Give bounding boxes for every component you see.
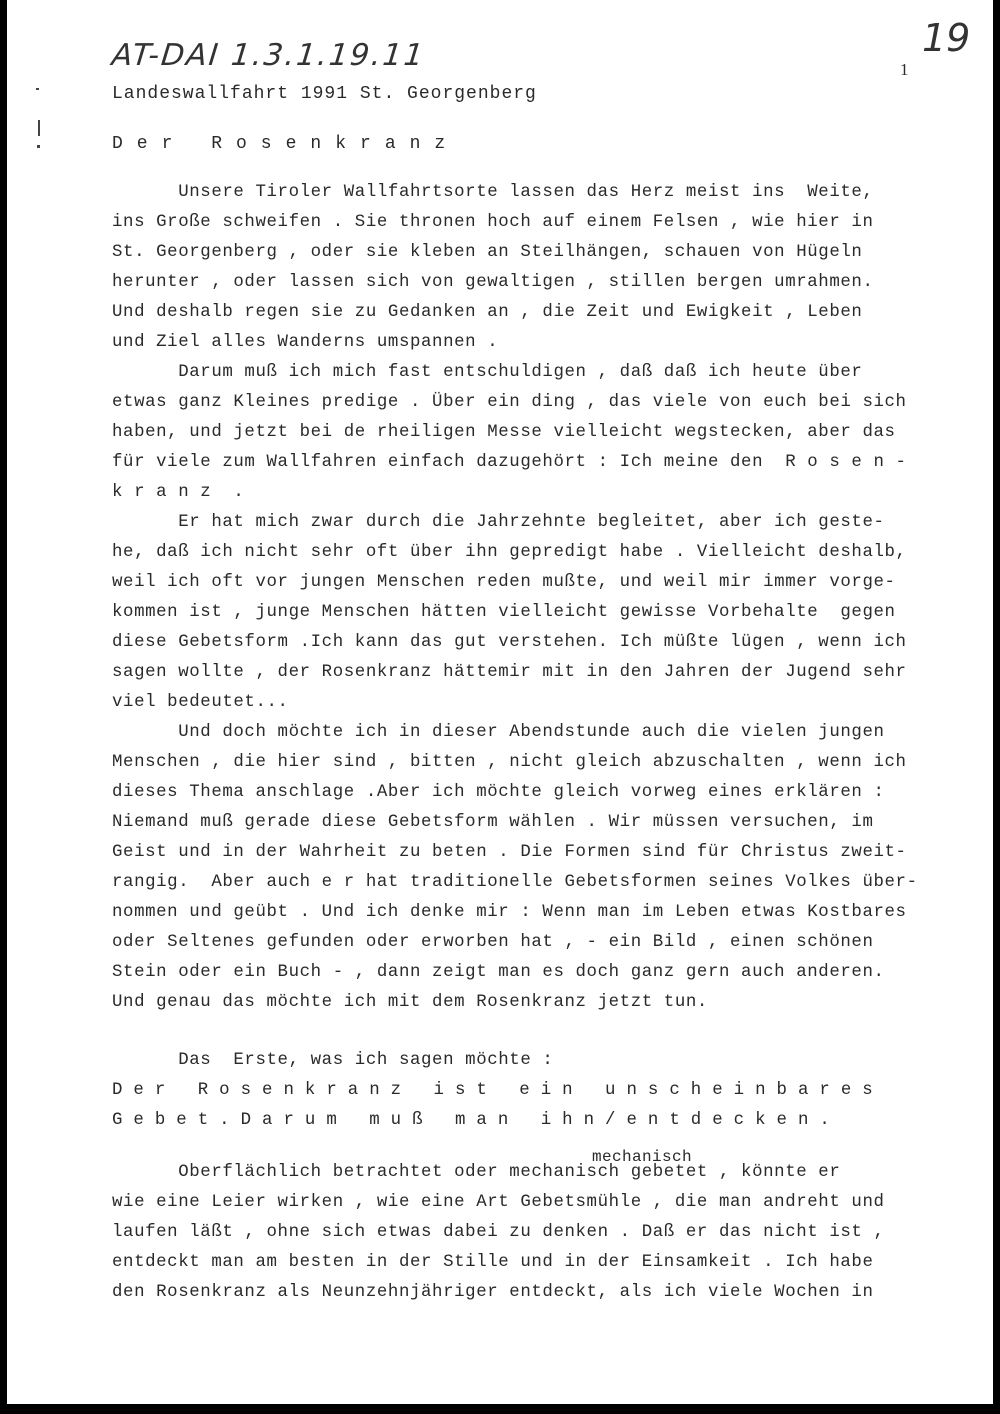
- text-line: dieses Thema anschlage .Aber ich möchte gleich vorweg eines erklären :: [112, 783, 885, 802]
- archive-signature-handwritten: AT-DAI 1.3.1.19.11: [110, 38, 427, 73]
- text-line: Stein oder ein Buch - , dann zeigt man es doch ganz gern auch anderen.: [112, 963, 885, 982]
- paragraph-gap: [112, 1136, 992, 1158]
- text-line: Unsere Tiroler Wallfahrtsorte lassen das Herz meist ins Weite,: [112, 183, 874, 202]
- section-intro: Das Erste, was ich sagen möchte :: [112, 1051, 554, 1070]
- text-line: nommen und geübt . Und ich denke mir : Wenn man im Leben etwas Kostbares: [112, 903, 907, 922]
- text-line: laufen läßt , ohne sich etwas dabei zu denken . Daß er das nicht ist ,: [112, 1223, 885, 1242]
- text-line: für viele zum Wallfahren einfach dazugehört : Ich meine den R o s e n -: [112, 453, 907, 472]
- text-line: weil ich oft vor jungen Menschen reden mußte, und weil mir immer vorge-: [112, 573, 896, 592]
- text-line: rangig. Aber auch e r hat traditionelle Gebetsformen seines Volkes über-: [112, 873, 918, 892]
- text-line: diese Gebetsform .Ich kann das gut verstehen. Ich müßte lügen , wenn ich: [112, 633, 907, 652]
- margin-mark: [37, 145, 40, 148]
- section-heading: Der Rosenkranz ist ein unscheinbares: [112, 1081, 884, 1100]
- text-line: etwas ganz Kleines predige . Über ein ding , das viele von euch bei sich: [112, 393, 907, 412]
- paragraph-gap: [112, 1018, 992, 1046]
- text-line: Geist und in der Wahrheit zu beten . Die Formen sind für Christus zweit-: [112, 843, 907, 862]
- text-line: oder Seltenes gefunden oder erworben hat , - ein Bild , einen schönen: [112, 933, 874, 952]
- text-line: Menschen , die hier sind , bitten , nicht gleich abzuschalten , wenn ich: [112, 753, 907, 772]
- document-title: Der Rosenkranz: [112, 134, 460, 154]
- margin-mark: [38, 120, 40, 136]
- text-line: Und doch möchte ich in dieser Abendstunde auch die vielen jungen: [112, 723, 885, 742]
- text-line: ins Große schweifen . Sie thronen hoch auf einem Felsen , wie hier in: [112, 213, 874, 232]
- text-line: haben, und jetzt bei de rheiligen Messe vielleicht wegstecken, aber das: [112, 423, 896, 442]
- text-line: Oberflächlich betrachtet oder mechanisch gebetet , könnte er: [112, 1163, 841, 1182]
- correction-wrap: [112, 1148, 992, 1188]
- text-line: k r a n z .: [112, 483, 245, 502]
- folio-number-handwritten: 19: [922, 16, 971, 60]
- scan-border-left: [0, 0, 7, 1414]
- text-line: Niemand muß gerade diese Gebetsform wählen . Wir müssen versuchen, im: [112, 813, 874, 832]
- handwritten-insertion: mechanisch: [592, 1148, 693, 1166]
- text-line: wie eine Leier wirken , wie eine Art Gebetsmühle , die man andreht und: [112, 1193, 885, 1212]
- text-line: he, daß ich nicht sehr oft über ihn gepredigt habe . Vielleicht deshalb,: [112, 543, 907, 562]
- sermon-body: [112, 178, 992, 1308]
- page-number: 1: [900, 60, 909, 79]
- section-heading: Gebet.Darum muß man ihn/entdecken.: [112, 1111, 841, 1130]
- text-line: Und genau das möchte ich mit dem Rosenkranz jetzt tun.: [112, 993, 708, 1012]
- text-line: kommen ist , junge Menschen hätten vielleicht gewisse Vorbehalte gegen: [112, 603, 896, 622]
- text-line: Er hat mich zwar durch die Jahrzehnte begleitet, aber ich geste-: [112, 513, 885, 532]
- document-header: Landeswallfahrt 1991 St. Georgenberg: [112, 84, 537, 104]
- text-line: viel bedeutet...: [112, 693, 289, 712]
- text-line: herunter , oder lassen sich von gewaltigen , stillen bergen umrahmen.: [112, 273, 874, 292]
- text-line: entdeckt man am besten in der Stille und in der Einsamkeit . Ich habe: [112, 1253, 874, 1272]
- text-line: Darum muß ich mich fast entschuldigen , daß daß ich heute über: [112, 363, 863, 382]
- text-line: Und deshalb regen sie zu Gedanken an , die Zeit und Ewigkeit , Leben: [112, 303, 863, 322]
- scan-border-bottom: [0, 1404, 1000, 1414]
- text-line: sagen wollte , der Rosenkranz hättemir mit in den Jahren der Jugend sehr: [112, 663, 907, 682]
- text-line: und Ziel alles Wanderns umspannen .: [112, 333, 499, 352]
- text-line: den Rosenkranz als Neunzehnjähriger entdeckt, als ich viele Wochen in: [112, 1283, 874, 1302]
- text-line: St. Georgenberg , oder sie kleben an Steilhängen, schauen von Hügeln: [112, 243, 863, 262]
- scan-border-right: [993, 0, 1000, 1414]
- margin-mark: [36, 88, 39, 90]
